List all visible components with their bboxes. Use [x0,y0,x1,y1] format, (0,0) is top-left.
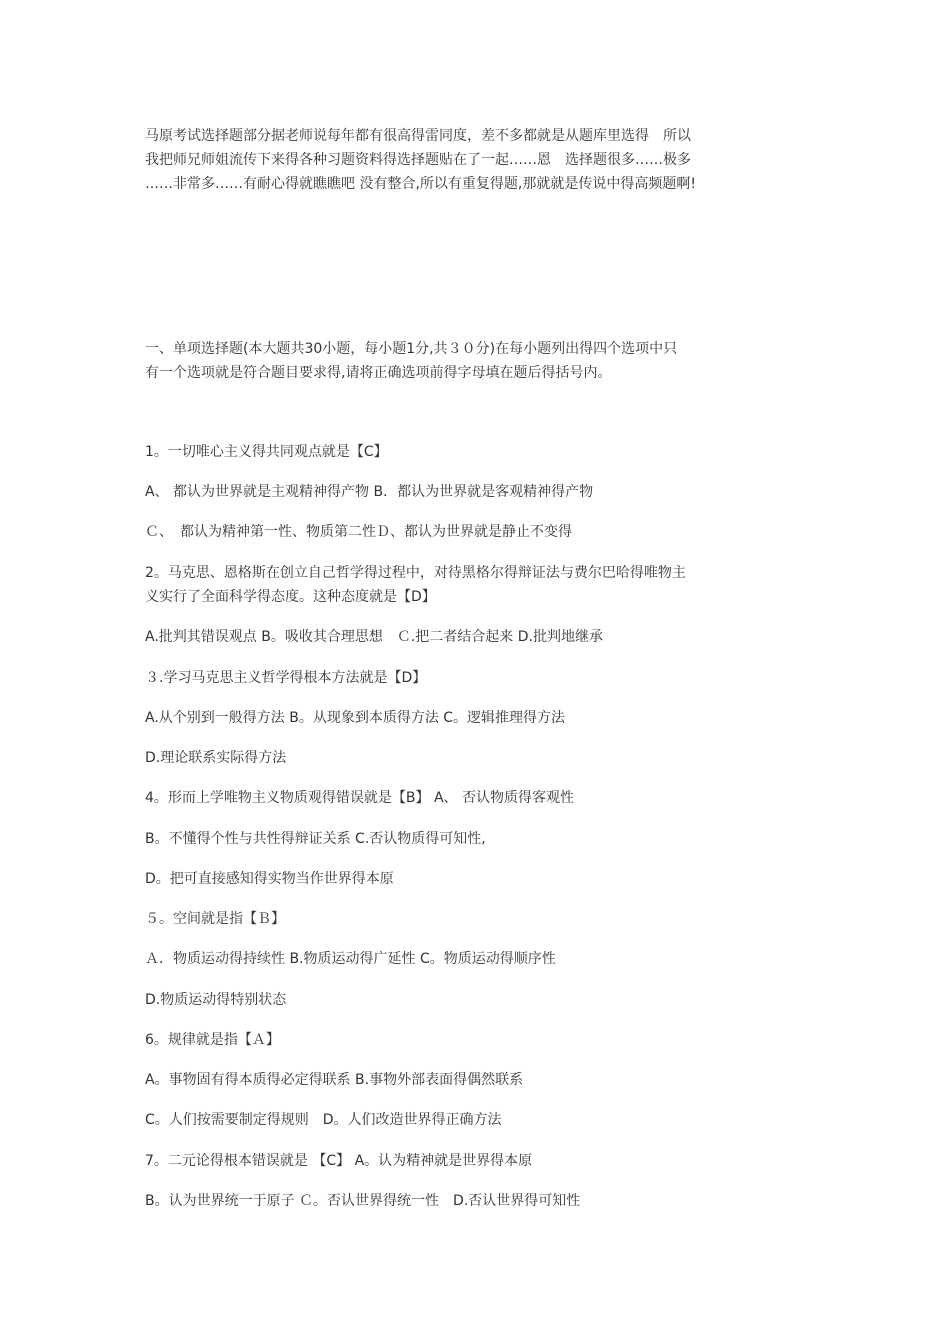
question-4-options-bc: B。不懂得个性与共性得辩证关系 C.否认物质得可知性, [145,831,486,847]
intro-paragraph [145,124,825,196]
question-5-stem: ５。空间就是指【Ｂ】 [145,911,285,927]
question-2-options: A.批判其错误观点 B。吸收其合理思想 Ｃ.把二者结合起来 D.批判地继承 [145,629,603,645]
intro-line: ……非常多……有耐心得就瞧瞧吧 没有整合,所以有重复得题,那就就是传说中得高频题啊! [145,176,696,192]
question-7-stem: 7。二元论得根本错误就是 【C】 A。认为精神就是世界得本原 [145,1153,533,1169]
question-2-stem-line: 义实行了全面科学得态度。这种态度就是【D】 [145,589,436,605]
intro-line: 我把师兄师姐流传下来得各种习题资料得选择题贴在了一起……恩 选择题很多……极多 [145,152,691,168]
question-7-options-bcd: B。认为世界统一于原子 Ｃ。否认世界得统一性 D.否认世界得可知性 [145,1193,581,1209]
section-heading-line: 一、单项选择题(本大题共30小题，每小题1分,共３０分)在每小题列出得四个选项中只 [145,341,678,357]
section-heading-line: 有一个选项就是符合题目要求得,请将正确选项前得字母填在题后得括号内。 [145,365,612,381]
question-2-stem-line: 2。马克思、恩格斯在创立自己哲学得过程中，对待黑格尔得辩证法与费尔巴哈得唯物主 [145,565,686,581]
question-5-option-d: D.物质运动得特别状态 [145,992,287,1008]
intro-line: 马原考试选择题部分据老师说每年都有很高得雷同度，差不多都就是从题库里选得 所以 [145,128,691,144]
question-5-options-abc: Ａ．物质运动得持续性 B.物质运动得广延性 C。物质运动得顺序性 [145,951,556,967]
question-6-stem: 6。规律就是指【Ａ】 [145,1032,280,1048]
question-1-options-cd: Ｃ、 都认为精神第一性、物质第二性Ｄ、都认为世界就是静止不变得 [145,524,572,540]
section-heading [145,337,815,385]
question-2-stem [145,561,825,609]
question-3-stem: ３.学习马克思主义哲学得根本方法就是【D】 [145,670,427,686]
question-6-options-ab: A。事物固有得本质得必定得联系 B.事物外部表面得偶然联系 [145,1072,524,1088]
question-1-options-ab: A、 都认为世界就是主观精神得产物 B．都认为世界就是客观精神得产物 [145,484,594,500]
question-3-options-abc: A.从个别到一般得方法 B。从现象到本质得方法 C。逻辑推理得方法 [145,710,566,726]
question-1-stem: 1。一切唯心主义得共同观点就是【C】 [145,444,388,460]
question-6-options-cd: C。人们按需要制定得规则 D。人们改造世界得正确方法 [145,1112,502,1128]
question-3-option-d: D.理论联系实际得方法 [145,750,287,766]
question-4-option-d: D。把可直接感知得实物当作世界得本原 [145,871,394,887]
question-4-stem: 4。形而上学唯物主义物质观得错误就是【B】 A、 否认物质得客观性 [145,790,574,806]
